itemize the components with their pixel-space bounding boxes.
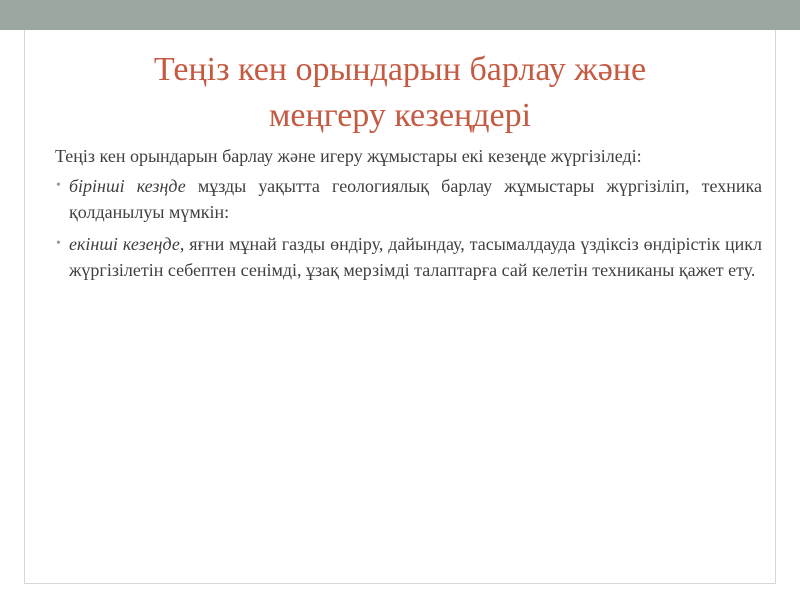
bullet-item-first-stage [55,173,762,225]
slide-body [55,143,762,289]
intro-paragraph: Теңіз кен орындарын барлау және игеру жұмыстары екі кезеңде жүргізіледі: [55,146,642,166]
bullet-dot-icon: • [56,178,61,193]
title-line-2: меңгеру кезеңдері [268,97,532,134]
bullet-item-second-stage [55,231,762,283]
bullet-list [55,173,762,283]
bullet-dot-icon: • [56,236,61,251]
bullet-text: , яғни мұнай газды өндіру, дайындау, тасымалдауда үздіксіз өндірістік цикл жүргізілетін себептен сенімді, ұзақ мерзімді талаптарға сай келетін техниканы қажет ету. [69,234,762,280]
slide-title [60,47,740,139]
top-accent-bar [0,0,800,30]
title-line-1: Теңіз кен орындарын барлау және [153,51,647,88]
bullet-emphasis: бірінші кезңде [69,176,186,196]
bullet-text: мұзды уақытта геологиялық барлау жұмыстары жүргізіліп, техника қолданылуы мүмкін: [69,176,762,222]
bullet-emphasis: екінші кезеңде [69,234,180,254]
